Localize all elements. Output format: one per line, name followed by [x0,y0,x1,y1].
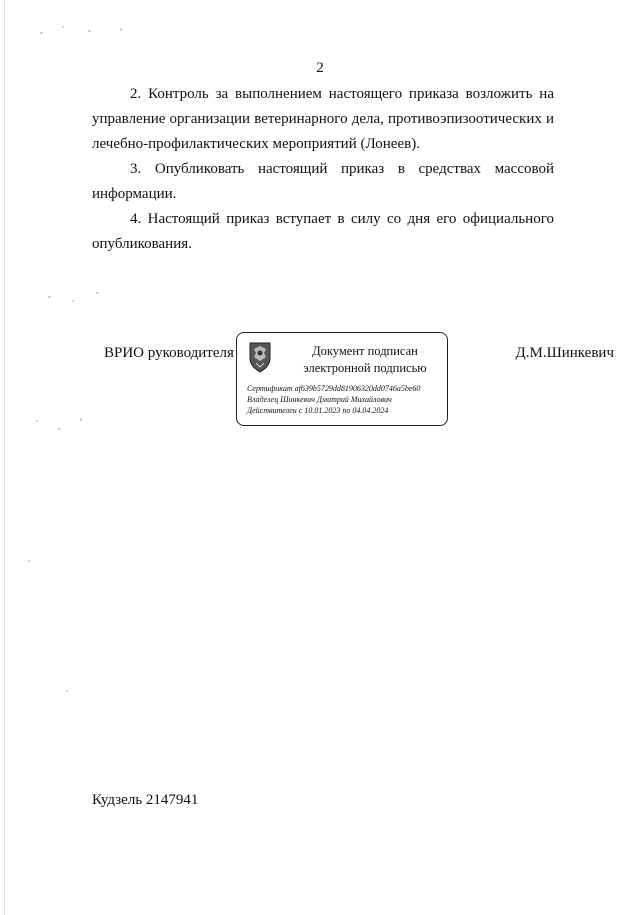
paragraph-text: 2. Контроль за выполнением настоящего приказа возложить на управление организации ветеринарного дела, противоэпизоотических и лечебно-профилактических мероприятий (Лонеев). [92,86,554,152]
stamp-heading-line1: Документ подписан [312,344,418,358]
scan-speck [66,690,68,692]
page-number: 2 [316,60,324,76]
scan-speck [96,292,99,294]
scan-speck [62,26,64,28]
signatory-position: ВРИО руководителя [104,345,234,361]
scan-speck [120,28,122,31]
paragraph-publish [92,157,554,207]
scan-speck [80,418,82,421]
paragraph-control [92,82,554,157]
scan-speck [40,32,43,34]
scan-speck [88,30,91,32]
coat-of-arms-icon [247,341,273,373]
stamp-owner: Владелец Шинкевич Дмитрий Михайлович [247,395,392,404]
paragraph-text: 3. Опубликовать настоящий приказ в средствах массовой информации. [92,161,554,202]
paragraph-effective [92,207,554,257]
scan-speck [58,428,61,430]
scan-speck [48,296,51,298]
scan-speck [36,420,38,422]
executor-code: Кудзель 2147941 [92,792,199,808]
paragraph-text: 4. Настоящий приказ вступает в силу со дня его официального опубликования. [92,211,554,252]
signatory-name: Д.М.Шинкевич [515,345,614,361]
stamp-details [247,383,420,416]
stamp-heading [285,343,445,377]
scan-edge-line [4,0,5,915]
stamp-certificate: Сертификат af639b5729dd81906320dd0746a5be60 [247,384,421,393]
stamp-heading-line2: электронной подписью [303,361,427,375]
scan-speck [72,300,74,302]
stamp-validity: Действителен с 10.01.2023 по 04.04.2024 [247,406,389,415]
scan-speck [28,560,30,562]
electronic-signature-stamp [236,332,448,426]
